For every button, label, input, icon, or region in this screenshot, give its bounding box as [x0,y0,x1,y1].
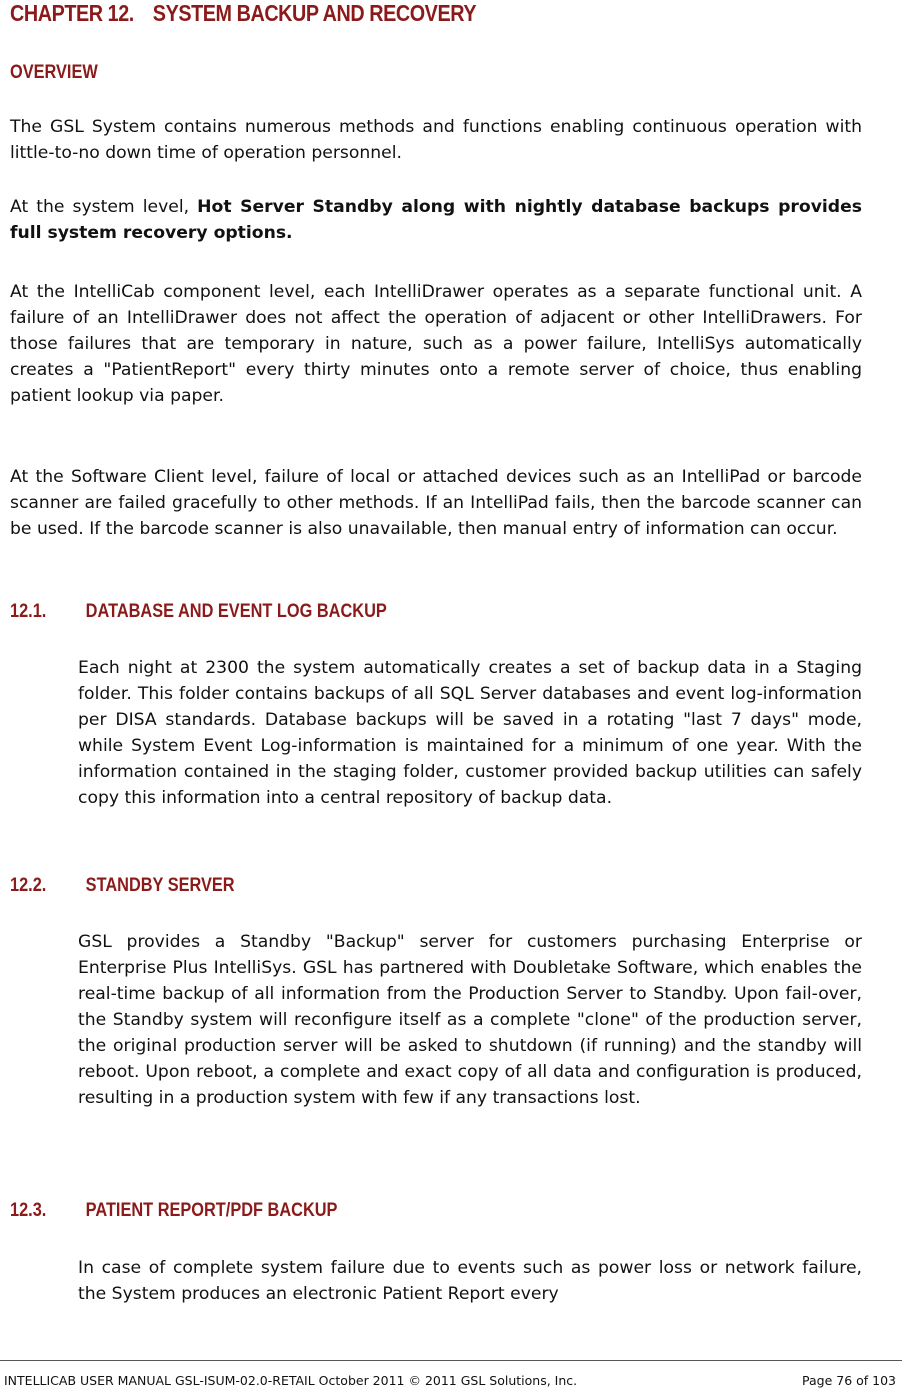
overview-paragraph-2 [10,194,862,246]
section-body-12-1: Each night at 2300 the system automatically creates a set of backup data in a Staging folder. This folder contains backups of all SQL Server databases and event log-information per DISA standards. Database backups will be saved in a rotating "last 7 days" mode, while System Event Log-information is maintained for a minimum of one year. With the information contained in the staging folder, customer provided backup utilities can safely copy this information into a central repository of backup data. [78,658,862,808]
overview-heading: OVERVIEW [10,62,98,83]
section-title: STANDBY SERVER [85,875,235,896]
overview-p2-lead: At the system level, [10,197,190,217]
section-number: 12.3. [10,1200,47,1221]
section-number: 12.1. [10,601,47,622]
chapter-name: SYSTEM BACKUP AND RECOVERY [152,0,477,26]
overview-paragraph-4: At the Software Client level, failure of local or attached devices such as an IntelliPad or barcode scanner are failed gracefully to other methods. If an IntelliPad fails, then the barcode scanner can be used. If the barcode scanner is also unavailable, then manual entry of information can occur. [10,467,862,539]
footer-divider [0,1360,902,1361]
overview-paragraph-3: At the IntelliCab component level, each IntelliDrawer operates as a separate functional unit. A failure of an IntelliDrawer does not affect the operation of adjacent or other IntelliDrawers. For those failures that are temporary in nature, such as a power failure, IntelliSys automatically creates a "PatientReport" every thirty minutes onto a remote server of choice, thus enabling patient lookup via paper. [10,282,862,406]
footer-page-number: Page 76 of 103 [802,1373,896,1388]
section-number: 12.2. [10,875,47,896]
section-title: PATIENT REPORT/PDF BACKUP [85,1200,338,1221]
section-heading-12-1 [10,601,387,623]
overview-paragraph-1: The GSL System contains numerous methods and functions enabling continuous operation with little-to-no down time of operation personnel. [10,117,862,163]
section-heading-12-2 [10,875,235,897]
section-body-12-3: In case of complete system failure due to events such as power loss or network failure, the System produces an electronic Patient Report every [78,1258,862,1304]
section-heading-12-3 [10,1200,337,1222]
chapter-number: CHAPTER 12. [10,0,134,26]
footer-document-info: INTELLICAB USER MANUAL GSL-ISUM-02.0-RETAIL October 2011 © 2011 GSL Solutions, Inc. [4,1373,578,1388]
overview-p2-bold: Hot Server Standby along with nightly database backups provides full system recovery options. [10,197,862,243]
section-title: DATABASE AND EVENT LOG BACKUP [85,601,387,622]
section-body-12-2: GSL provides a Standby "Backup" server for customers purchasing Enterprise or Enterprise Plus IntelliSys. GSL has partnered with Doubletake Software, which enables the real-time backup of all information from the Production Server to Standby. Upon fail-over, the Standby system will reconfigure itself as a complete "clone" of the production server, the original production server will be asked to shutdown (if running) and the standby will reboot. Upon reboot, a complete and exact copy of all data and configuration is produced, resulting in a production system with few if any transactions lost. [78,932,862,1108]
chapter-title [10,0,476,27]
